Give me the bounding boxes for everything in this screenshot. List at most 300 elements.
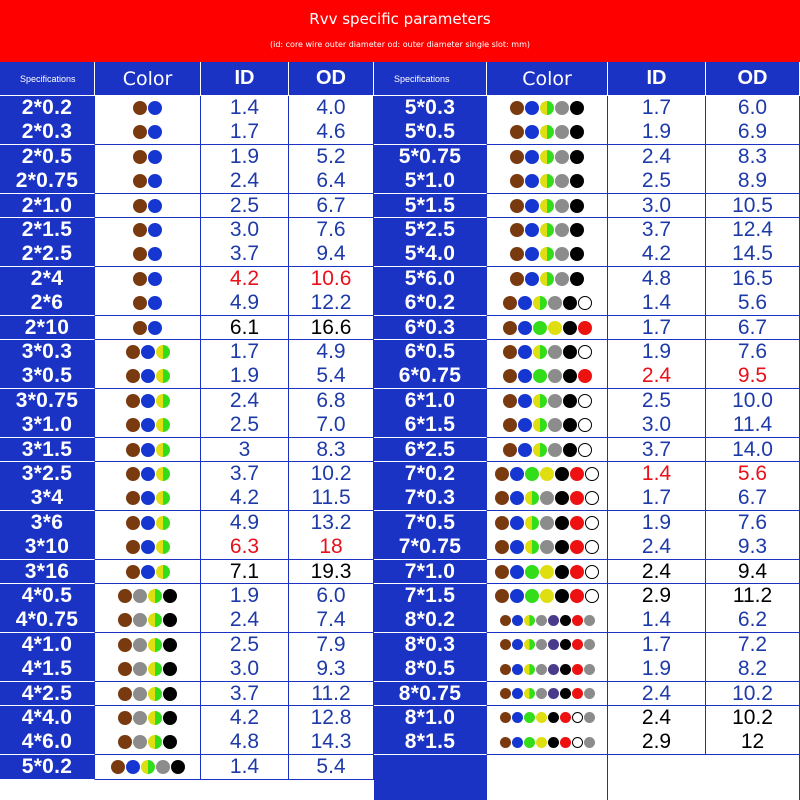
yellowgreen-wire-dot-icon [540,223,554,237]
brown-wire-dot-icon [118,687,132,701]
right-spec-cell: 7*0.75 [374,535,487,560]
right-spec-cell: 8*1.0 [374,706,487,731]
left-id-cell: 1.4 [201,755,289,780]
right-spec-cell: 7*0.2 [374,462,487,487]
right-od-cell: 5.6 [706,291,800,316]
left-color-cell [95,438,201,463]
right-empty-spec-cell [374,755,487,800]
right-spec-cell: 5*0.5 [374,120,487,145]
brown-wire-dot-icon [510,199,524,213]
page-title: Rvv specific parameters [309,10,491,28]
right-spec-cell: 8*0.5 [374,657,487,682]
left-od-cell: 4.6 [289,120,374,145]
left-color-cell [95,730,201,755]
gray-wire-dot-icon [555,247,569,261]
left-od-cell: 14.3 [289,730,374,755]
white-wire-dot-icon [585,516,599,530]
purple-wire-dot-icon [548,615,559,626]
red-wire-dot-icon [578,369,592,383]
left-spec-cell: 2*6 [0,291,95,316]
right-od-cell: 10.5 [706,194,800,219]
left-spec-cell: 2*0.3 [0,120,95,145]
left-id-cell: 1.9 [201,145,289,170]
blue-wire-dot-icon [510,516,524,530]
blue-wire-dot-icon [148,321,162,335]
right-color-cell [487,438,608,463]
left-spec-cell: 3*6 [0,511,95,536]
left-color-cell [95,657,201,682]
left-od-cell: 9.3 [289,657,374,682]
right-color-cell [487,535,608,560]
left-id-cell: 4.9 [201,291,289,316]
gray-wire-dot-icon [584,712,595,723]
black-wire-dot-icon [570,223,584,237]
left-id-cell: 2.5 [201,633,289,658]
right-id-cell: 1.7 [608,633,706,658]
right-spec-cell: 6*1.0 [374,389,487,414]
right-id-cell: 2.5 [608,169,706,194]
gray-wire-dot-icon [133,589,147,603]
left-spec-cell: 3*4 [0,486,95,511]
left-color-cell [95,560,201,585]
right-od-cell: 9.4 [706,560,800,585]
blue-wire-dot-icon [518,394,532,408]
left-od-cell: 19.3 [289,560,374,585]
left-id-cell: 2.4 [201,169,289,194]
left-header-od: OD [289,62,374,96]
white-wire-dot-icon [578,418,592,432]
left-spec-cell: 4*6.0 [0,730,95,755]
gray-wire-dot-icon [548,345,562,359]
blue-wire-dot-icon [126,760,140,774]
left-color-cell [95,706,201,731]
gray-wire-dot-icon [555,101,569,115]
black-wire-dot-icon [555,467,569,481]
yellowgreen-wire-dot-icon [540,125,554,139]
brown-wire-dot-icon [133,272,147,286]
right-header-od: OD [706,62,800,96]
black-wire-dot-icon [163,613,177,627]
yellow-wire-dot-icon [548,321,562,335]
blue-wire-dot-icon [518,321,532,335]
right-spec-cell: 8*0.75 [374,682,487,707]
gray-wire-dot-icon [536,688,547,699]
left-color-cell [95,145,201,170]
blue-wire-dot-icon [525,150,539,164]
yellowgreen-wire-dot-icon [148,638,162,652]
brown-wire-dot-icon [133,321,147,335]
right-color-cell [487,560,608,585]
white-wire-dot-icon [572,737,583,748]
title-banner [0,0,800,62]
brown-wire-dot-icon [510,174,524,188]
brown-wire-dot-icon [510,247,524,261]
blue-wire-dot-icon [510,540,524,554]
black-wire-dot-icon [555,540,569,554]
right-spec-cell: 6*0.75 [374,364,487,389]
blue-wire-dot-icon [141,443,155,457]
right-id-cell: 2.4 [608,706,706,731]
black-wire-dot-icon [563,443,577,457]
right-id-cell: 2.9 [608,730,706,755]
left-od-cell: 6.0 [289,584,374,609]
brown-wire-dot-icon [126,345,140,359]
yellowgreen-wire-dot-icon [525,540,539,554]
green-wire-dot-icon [525,589,539,603]
right-od-cell: 10.2 [706,682,800,707]
right-id-cell: 4.8 [608,267,706,292]
left-id-cell: 2.4 [201,389,289,414]
black-wire-dot-icon [563,369,577,383]
brown-wire-dot-icon [500,712,511,723]
blue-wire-dot-icon [148,101,162,115]
right-color-cell [487,462,608,487]
brown-wire-dot-icon [126,516,140,530]
yellowgreen-wire-dot-icon [524,688,535,699]
black-wire-dot-icon [563,394,577,408]
red-wire-dot-icon [570,516,584,530]
yellowgreen-wire-dot-icon [524,615,535,626]
right-color-cell [487,291,608,316]
yellow-wire-dot-icon [540,565,554,579]
left-id-cell: 3.7 [201,242,289,267]
right-id-cell: 1.9 [608,511,706,536]
left-id-cell: 4.2 [201,486,289,511]
brown-wire-dot-icon [118,638,132,652]
yellow-wire-dot-icon [536,737,547,748]
right-spec-cell: 6*0.3 [374,316,487,341]
brown-wire-dot-icon [510,223,524,237]
purple-wire-dot-icon [548,688,559,699]
left-od-cell: 8.3 [289,438,374,463]
brown-wire-dot-icon [503,394,517,408]
blue-wire-dot-icon [525,247,539,261]
right-spec-cell: 6*1.5 [374,413,487,438]
yellowgreen-wire-dot-icon [156,467,170,481]
blue-wire-dot-icon [148,125,162,139]
brown-wire-dot-icon [500,737,511,748]
yellowgreen-wire-dot-icon [524,639,535,650]
right-id-cell: 2.4 [608,364,706,389]
white-wire-dot-icon [578,345,592,359]
left-spec-cell: 3*0.5 [0,364,95,389]
brown-wire-dot-icon [118,711,132,725]
black-wire-dot-icon [548,712,559,723]
right-color-cell [487,413,608,438]
brown-wire-dot-icon [503,345,517,359]
right-color-cell [487,657,608,682]
blue-wire-dot-icon [510,491,524,505]
right-color-cell [487,682,608,707]
right-color-cell [487,145,608,170]
right-id-cell: 3.0 [608,413,706,438]
right-od-cell: 6.0 [706,96,800,121]
right-spec-cell: 6*0.2 [374,291,487,316]
right-id-cell: 2.4 [608,145,706,170]
right-spec-cell: 5*0.75 [374,145,487,170]
green-wire-dot-icon [533,321,547,335]
left-od-cell: 13.2 [289,511,374,536]
brown-wire-dot-icon [495,467,509,481]
yellowgreen-wire-dot-icon [525,516,539,530]
blue-wire-dot-icon [518,369,532,383]
gray-wire-dot-icon [584,639,595,650]
brown-wire-dot-icon [500,664,511,675]
gray-wire-dot-icon [536,664,547,675]
right-spec-cell: 6*2.5 [374,438,487,463]
red-wire-dot-icon [560,712,571,723]
left-color-cell [95,486,201,511]
blue-wire-dot-icon [141,418,155,432]
black-wire-dot-icon [570,150,584,164]
right-od-cell: 7.2 [706,633,800,658]
left-od-cell: 4.9 [289,340,374,365]
purple-wire-dot-icon [548,639,559,650]
brown-wire-dot-icon [126,418,140,432]
brown-wire-dot-icon [126,443,140,457]
yellowgreen-wire-dot-icon [148,613,162,627]
gray-wire-dot-icon [555,272,569,286]
gray-wire-dot-icon [536,639,547,650]
right-id-cell: 1.9 [608,657,706,682]
left-color-cell [95,389,201,414]
black-wire-dot-icon [570,272,584,286]
blue-wire-dot-icon [148,223,162,237]
left-od-cell: 7.9 [289,633,374,658]
brown-wire-dot-icon [510,125,524,139]
left-id-cell: 7.1 [201,560,289,585]
page-subtitle: (id: core wire outer diameter od: outer diameter single slot: mm) [269,40,530,49]
left-od-cell: 10.2 [289,462,374,487]
right-color-cell [487,584,608,609]
red-wire-dot-icon [570,565,584,579]
yellowgreen-wire-dot-icon [540,101,554,115]
gray-wire-dot-icon [555,125,569,139]
left-spec-cell: 2*0.5 [0,145,95,170]
green-wire-dot-icon [524,737,535,748]
black-wire-dot-icon [560,688,571,699]
right-id-cell: 1.7 [608,486,706,511]
white-wire-dot-icon [572,712,583,723]
right-color-cell [487,364,608,389]
brown-wire-dot-icon [133,296,147,310]
right-spec-cell: 5*2.5 [374,218,487,243]
left-od-cell: 18 [289,535,374,560]
brown-wire-dot-icon [503,369,517,383]
gray-wire-dot-icon [548,296,562,310]
green-wire-dot-icon [524,712,535,723]
left-color-cell [95,340,201,365]
right-spec-cell: 5*1.5 [374,194,487,219]
white-wire-dot-icon [585,467,599,481]
blue-wire-dot-icon [518,418,532,432]
right-spec-cell: 5*6.0 [374,267,487,292]
right-od-cell: 5.6 [706,462,800,487]
left-spec-cell: 3*2.5 [0,462,95,487]
gray-wire-dot-icon [584,737,595,748]
right-od-cell: 14.5 [706,242,800,267]
yellowgreen-wire-dot-icon [533,443,547,457]
right-header-id: ID [608,62,706,96]
blue-wire-dot-icon [512,712,523,723]
right-id-cell: 1.7 [608,316,706,341]
right-od-cell: 11.2 [706,584,800,609]
right-od-cell: 8.3 [706,145,800,170]
right-color-cell [487,706,608,731]
black-wire-dot-icon [570,174,584,188]
black-wire-dot-icon [555,589,569,603]
black-wire-dot-icon [548,737,559,748]
left-spec-cell: 3*16 [0,560,95,585]
red-wire-dot-icon [572,639,583,650]
green-wire-dot-icon [525,565,539,579]
right-id-cell: 1.4 [608,608,706,633]
left-spec-cell: 4*0.75 [0,608,95,633]
right-od-cell: 14.0 [706,438,800,463]
left-id-cell: 4.2 [201,706,289,731]
gray-wire-dot-icon [555,150,569,164]
brown-wire-dot-icon [111,760,125,774]
brown-wire-dot-icon [133,223,147,237]
yellowgreen-wire-dot-icon [156,516,170,530]
green-wire-dot-icon [533,369,547,383]
right-od-cell: 12 [706,730,800,755]
right-od-cell: 6.2 [706,608,800,633]
right-empty-color-cell [487,755,608,800]
left-id-cell: 4.2 [201,267,289,292]
black-wire-dot-icon [163,687,177,701]
right-id-cell: 2.5 [608,389,706,414]
blue-wire-dot-icon [518,443,532,457]
left-id-cell: 2.5 [201,194,289,219]
blue-wire-dot-icon [148,150,162,164]
left-spec-cell: 5*0.2 [0,755,95,780]
brown-wire-dot-icon [133,199,147,213]
left-id-cell: 2.5 [201,413,289,438]
yellowgreen-wire-dot-icon [533,345,547,359]
red-wire-dot-icon [570,540,584,554]
red-wire-dot-icon [572,688,583,699]
right-od-cell: 7.6 [706,340,800,365]
left-id-cell: 3 [201,438,289,463]
black-wire-dot-icon [163,638,177,652]
left-color-cell [95,291,201,316]
left-color-cell [95,633,201,658]
yellowgreen-wire-dot-icon [141,760,155,774]
brown-wire-dot-icon [500,615,511,626]
black-wire-dot-icon [563,321,577,335]
gray-wire-dot-icon [540,491,554,505]
blue-wire-dot-icon [148,272,162,286]
white-wire-dot-icon [578,296,592,310]
left-od-cell: 5.4 [289,364,374,389]
left-od-cell: 5.2 [289,145,374,170]
left-od-cell: 7.0 [289,413,374,438]
left-color-cell [95,413,201,438]
left-color-cell [95,120,201,145]
left-id-cell: 1.9 [201,364,289,389]
left-spec-cell: 4*2.5 [0,682,95,707]
left-color-cell [95,511,201,536]
black-wire-dot-icon [163,589,177,603]
right-spec-cell: 7*0.3 [374,486,487,511]
brown-wire-dot-icon [503,321,517,335]
blue-wire-dot-icon [512,664,523,675]
brown-wire-dot-icon [503,296,517,310]
right-empty-value-cell [608,755,800,800]
left-od-cell: 9.4 [289,242,374,267]
right-od-cell: 8.9 [706,169,800,194]
left-od-cell: 6.4 [289,169,374,194]
blue-wire-dot-icon [512,615,523,626]
gray-wire-dot-icon [156,760,170,774]
brown-wire-dot-icon [126,540,140,554]
brown-wire-dot-icon [495,589,509,603]
yellowgreen-wire-dot-icon [148,589,162,603]
black-wire-dot-icon [555,565,569,579]
left-od-cell: 4.0 [289,96,374,121]
brown-wire-dot-icon [118,613,132,627]
brown-wire-dot-icon [126,467,140,481]
right-id-cell: 4.2 [608,242,706,267]
brown-wire-dot-icon [500,688,511,699]
left-od-cell: 12.8 [289,706,374,731]
green-wire-dot-icon [525,467,539,481]
gray-wire-dot-icon [548,394,562,408]
right-id-cell: 3.7 [608,218,706,243]
left-color-cell [95,96,201,121]
left-spec-cell: 3*1.0 [0,413,95,438]
yellowgreen-wire-dot-icon [156,418,170,432]
blue-wire-dot-icon [141,516,155,530]
red-wire-dot-icon [560,737,571,748]
right-color-cell [487,389,608,414]
brown-wire-dot-icon [118,735,132,749]
left-color-cell [95,316,201,341]
left-color-cell [95,267,201,292]
yellowgreen-wire-dot-icon [156,345,170,359]
right-color-cell [487,486,608,511]
left-color-cell [95,194,201,219]
black-wire-dot-icon [555,516,569,530]
gray-wire-dot-icon [548,418,562,432]
brown-wire-dot-icon [126,394,140,408]
gray-wire-dot-icon [133,735,147,749]
gray-wire-dot-icon [133,711,147,725]
gray-wire-dot-icon [548,369,562,383]
yellowgreen-wire-dot-icon [148,711,162,725]
brown-wire-dot-icon [133,174,147,188]
black-wire-dot-icon [171,760,185,774]
right-od-cell: 10.0 [706,389,800,414]
right-spec-cell: 7*1.0 [374,560,487,585]
yellowgreen-wire-dot-icon [533,418,547,432]
right-od-cell: 6.7 [706,486,800,511]
blue-wire-dot-icon [512,737,523,748]
blue-wire-dot-icon [141,565,155,579]
right-color-cell [487,96,608,121]
yellowgreen-wire-dot-icon [156,540,170,554]
brown-wire-dot-icon [133,101,147,115]
white-wire-dot-icon [578,394,592,408]
blue-wire-dot-icon [510,589,524,603]
right-id-cell: 1.4 [608,291,706,316]
right-spec-cell: 8*0.3 [374,633,487,658]
yellowgreen-wire-dot-icon [540,174,554,188]
left-color-cell [95,755,201,780]
right-spec-cell: 5*0.3 [374,96,487,121]
left-spec-cell: 2*1.0 [0,194,95,219]
